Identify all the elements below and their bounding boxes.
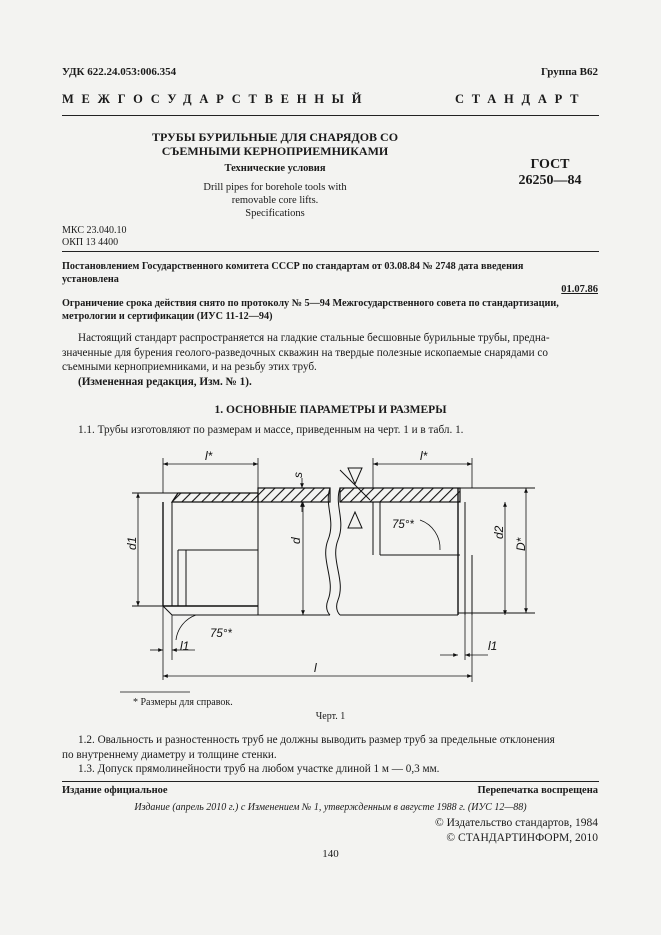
label-l-star-right: l* xyxy=(420,449,428,463)
wall-hatch-left xyxy=(258,488,330,502)
section-heading: 1. ОСНОВНЫЕ ПАРАМЕТРЫ И РАЗМЕРЫ xyxy=(214,404,447,416)
official-edition: Издание официальное xyxy=(62,785,168,796)
label-angle-right: 75°* xyxy=(392,519,414,531)
p1-2-line1: 1.2. Овальность и разностенность труб не должны выводить размер труб за предельные отклонения xyxy=(78,734,555,746)
label-d1: d1 xyxy=(125,536,139,550)
paragraph-1-2 xyxy=(62,733,599,777)
footer-rule xyxy=(62,781,599,782)
gost-line1: ГОСТ xyxy=(530,157,570,172)
page-number: 140 xyxy=(322,848,339,860)
resolution-line1: Постановлением Государственного комитета СССР по стандартам от 03.08.84 № 2748 дата введения xyxy=(62,261,524,272)
intro-revision: (Измененная редакция, Изм. № 1). xyxy=(78,375,252,388)
paragraph-1-3: 1.3. Допуск прямолинейности труб на любом участке длиной 1 м — 0,3 мм. xyxy=(78,763,440,775)
udk-code: УДК 622.24.053:006.354 xyxy=(62,66,177,78)
label-s: s xyxy=(291,472,305,478)
standard-title-right: СТАНДАРТ xyxy=(455,92,587,106)
title-ru-line2: СЪЕМНЫМИ КЕРНОПРИЕМНИКАМИ xyxy=(161,144,389,158)
title-en-line2: removable core lifts. xyxy=(231,195,319,206)
subtitle: Технические условия xyxy=(224,163,326,174)
label-D-star: D* xyxy=(514,537,528,551)
wall-hatch-right xyxy=(340,488,460,502)
label-d2: d2 xyxy=(492,525,506,539)
break-line-right xyxy=(336,488,341,615)
label-d: d xyxy=(289,537,303,544)
thread-hatch-left xyxy=(172,493,258,502)
label-l1-left: l1 xyxy=(180,639,190,653)
copyright-1: © Издательство стандартов, 1984 xyxy=(434,817,598,829)
label-l-star-left: l* xyxy=(205,449,213,463)
angle-arc-right xyxy=(420,520,440,550)
group-code: Группа В62 xyxy=(540,66,598,78)
intro-line3: съемными керноприемниками, и на резьбу этих труб. xyxy=(62,361,317,373)
okp-code: ОКП 13 4400 xyxy=(62,237,119,248)
drawing-caption: Черт. 1 xyxy=(315,711,346,722)
standard-title-left: МЕЖГОСУДАРСТВЕННЫЙ xyxy=(62,92,370,106)
gost-line2: 26250—84 xyxy=(518,173,582,188)
copyright-2: © СТАНДАРТИНФОРМ, 2010 xyxy=(446,832,598,844)
label-l1-right: l1 xyxy=(488,639,498,653)
section-mark-top xyxy=(348,468,362,484)
drawing-footnote: * Размеры для справок. xyxy=(133,697,233,708)
angle-arc-left xyxy=(176,615,196,640)
label-l: l xyxy=(314,661,317,675)
limitation-line2: метрологии и сертификации (ИУС 11-12—94) xyxy=(62,311,273,322)
effective-date: 01.07.86 xyxy=(561,284,598,295)
resolution-line2: установлена xyxy=(62,274,119,285)
paragraph-1-1: 1.1. Трубы изготовляют по размерам и массе, приведенным на черт. 1 и в табл. 1. xyxy=(78,424,464,436)
intro-line1: Настоящий стандарт распространяется на гладкие стальные бесшовные бурильные трубы, предна- xyxy=(78,332,550,344)
limitation-line1: Ограничение срока действия снято по протоколу № 5—94 Межгосударственного совета по стандартизации, xyxy=(62,298,559,309)
chamfer-left xyxy=(163,606,172,615)
section-mark-bottom xyxy=(348,512,362,528)
p1-2-line2: по внутреннему диаметру и толщине стенки. xyxy=(62,748,277,761)
label-angle-left: 75°* xyxy=(210,628,232,640)
break-line-left xyxy=(326,488,331,615)
reprint-notice: Перепечатка воспрещена xyxy=(477,785,598,796)
title-ru-line1: ТРУБЫ БУРИЛЬНЫЕ ДЛЯ СНАРЯДОВ СО xyxy=(151,130,399,144)
title-en-line3: Specifications xyxy=(245,208,305,219)
copyrights xyxy=(435,816,598,846)
title-en-line1: Drill pipes for borehole tools with xyxy=(203,182,347,193)
edition-note: Издание (апрель 2010 г.) с Изменением № 1, утвержденным в августе 1988 г. (ИУС 12—88) xyxy=(134,802,527,813)
mks-code: МКС 23.040.10 xyxy=(62,225,127,236)
intro-line2: значенные для бурения геолого-разведочных скважин на твердые полезные ископаемые снарядами со xyxy=(62,346,548,359)
